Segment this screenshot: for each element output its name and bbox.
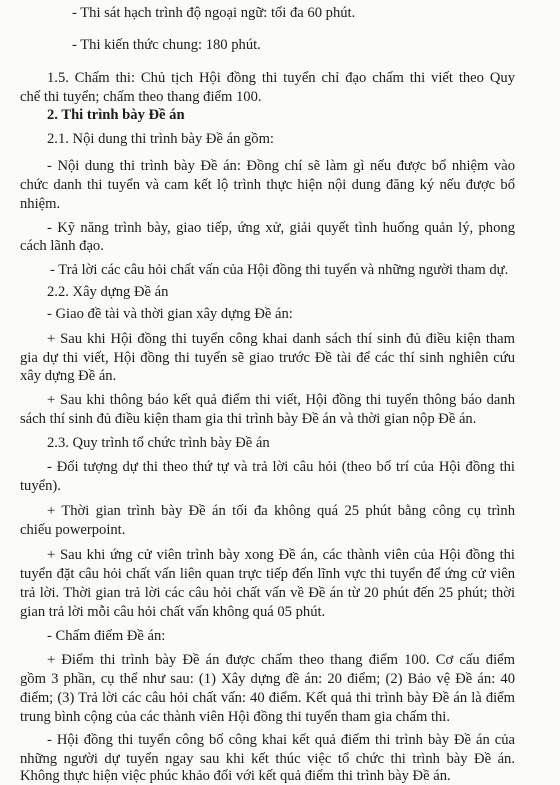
text-line: 1.5. Chấm thi: Chủ tịch Hội đồng thi tuyển chỉ đạo chấm thi viết theo Quy bbox=[47, 70, 515, 86]
text-line: - Nội dung thi trình bày Đề án: Đồng chí sẽ làm gì nếu được bổ nhiệm vào bbox=[47, 158, 515, 174]
text-line: 2.2. Xây dựng Đề án bbox=[47, 284, 169, 300]
text-line: sách thí sinh đủ điều kiện tham gia thi trình bày Đề án và thời gian nộp Đề án. bbox=[20, 411, 477, 427]
text-line: tuyển). bbox=[20, 478, 61, 494]
text-line: tuyển đặt câu hỏi chất vấn liên quan trực tiếp đến lĩnh vực thi tuyển để ứng cử viên bbox=[20, 566, 515, 582]
text-line: điểm; (3) Trả lời các câu hỏi chất vấn: 40 điểm. Kết quả thi trình bày Đề án là điểm bbox=[20, 690, 515, 706]
text-line: chức danh thi tuyển và cam kết lộ trình thực hiện nội dung đăng ký nếu được bổ bbox=[20, 177, 515, 193]
text-line: gia dự thi viết, Hội đồng thi tuyển sẽ giao trước Đề tài để các thí sinh nghiên cứu bbox=[20, 350, 515, 366]
text-line: + Thời gian trình bày Đề án tối đa không quá 25 phút bằng công cụ trình bbox=[47, 503, 515, 519]
text-line: - Kỹ năng trình bày, giao tiếp, ứng xử, giải quyết tình huống quản lý, phong bbox=[47, 220, 515, 236]
text-line: chế thi tuyển; chấm theo thang điểm 100. bbox=[20, 89, 262, 105]
text-line: - Thi sát hạch trình độ ngoại ngữ: tối đa 60 phút. bbox=[72, 5, 356, 21]
text-line: - Chấm điểm Đề án: bbox=[47, 628, 166, 644]
text-line: trả lời. Thời gian trả lời các câu hỏi chất vấn về Đề án từ 20 phút đến 25 phút; thời bbox=[20, 585, 515, 601]
text-line: + Sau khi ứng cử viên trình bày xong Đề án, các thành viên của Hội đồng thi bbox=[47, 547, 515, 563]
text-line: - Hội đồng thi tuyển công bố công khai kết quả điểm thi trình bày Đề án của bbox=[47, 732, 515, 748]
text-line: Không thực hiện việc phúc khảo đối với kết quả điểm thi trình bày Đề án. bbox=[20, 768, 451, 784]
text-line: - Thi kiến thức chung: 180 phút. bbox=[72, 37, 261, 53]
text-line: 2.1. Nội dung thi trình bày Đề án gồm: bbox=[47, 131, 274, 147]
text-line: + Điểm thi trình bày Đề án được chấm theo thang điểm 100. Cơ cấu điểm bbox=[47, 652, 515, 668]
text-line: xây dựng Đề án. bbox=[20, 368, 117, 384]
text-line: + Sau khi thông báo kết quả điểm thi viết, Hội đồng thi tuyển thông báo danh bbox=[47, 392, 515, 408]
text-line: cách lãnh đạo. bbox=[20, 238, 104, 254]
section-heading: 2. Thi trình bày Đề án bbox=[47, 107, 185, 123]
text-line: trung bình cộng của các thành viên Hội đồng thi tuyển tham gia chấm thi. bbox=[20, 709, 451, 725]
text-line: gian trả lời mỗi câu hỏi chất vấn không quá 05 phút. bbox=[20, 604, 326, 620]
text-line: chiếu powerpoint. bbox=[20, 522, 126, 538]
text-line: nhiệm. bbox=[20, 196, 61, 212]
text-line: + Sau khi Hội đồng thi tuyển công khai danh sách thí sinh đủ điều kiện tham bbox=[47, 331, 515, 347]
text-line: gồm 3 phần, cụ thể như sau: (1) Xây dựng đề án: 20 điểm; (2) Bảo vệ Đề án: 40 bbox=[20, 671, 515, 687]
text-line: - Giao đề tài và thời gian xây dựng Đề án: bbox=[47, 306, 293, 322]
text-line: 2.3. Quy trình tổ chức trình bày Đề án bbox=[47, 435, 270, 451]
text-line: những người dự tuyển ngay sau khi kết thúc việc tổ chức thi trình bày Đề án. bbox=[20, 751, 515, 767]
text-line: - Trả lời các câu hỏi chất vấn của Hội đồng thi tuyển và những người tham dự. bbox=[50, 262, 509, 278]
text-line: - Đối tượng dự thi theo thứ tự và trả lời câu hỏi (theo bố trí của Hội đồng thi bbox=[47, 459, 515, 475]
